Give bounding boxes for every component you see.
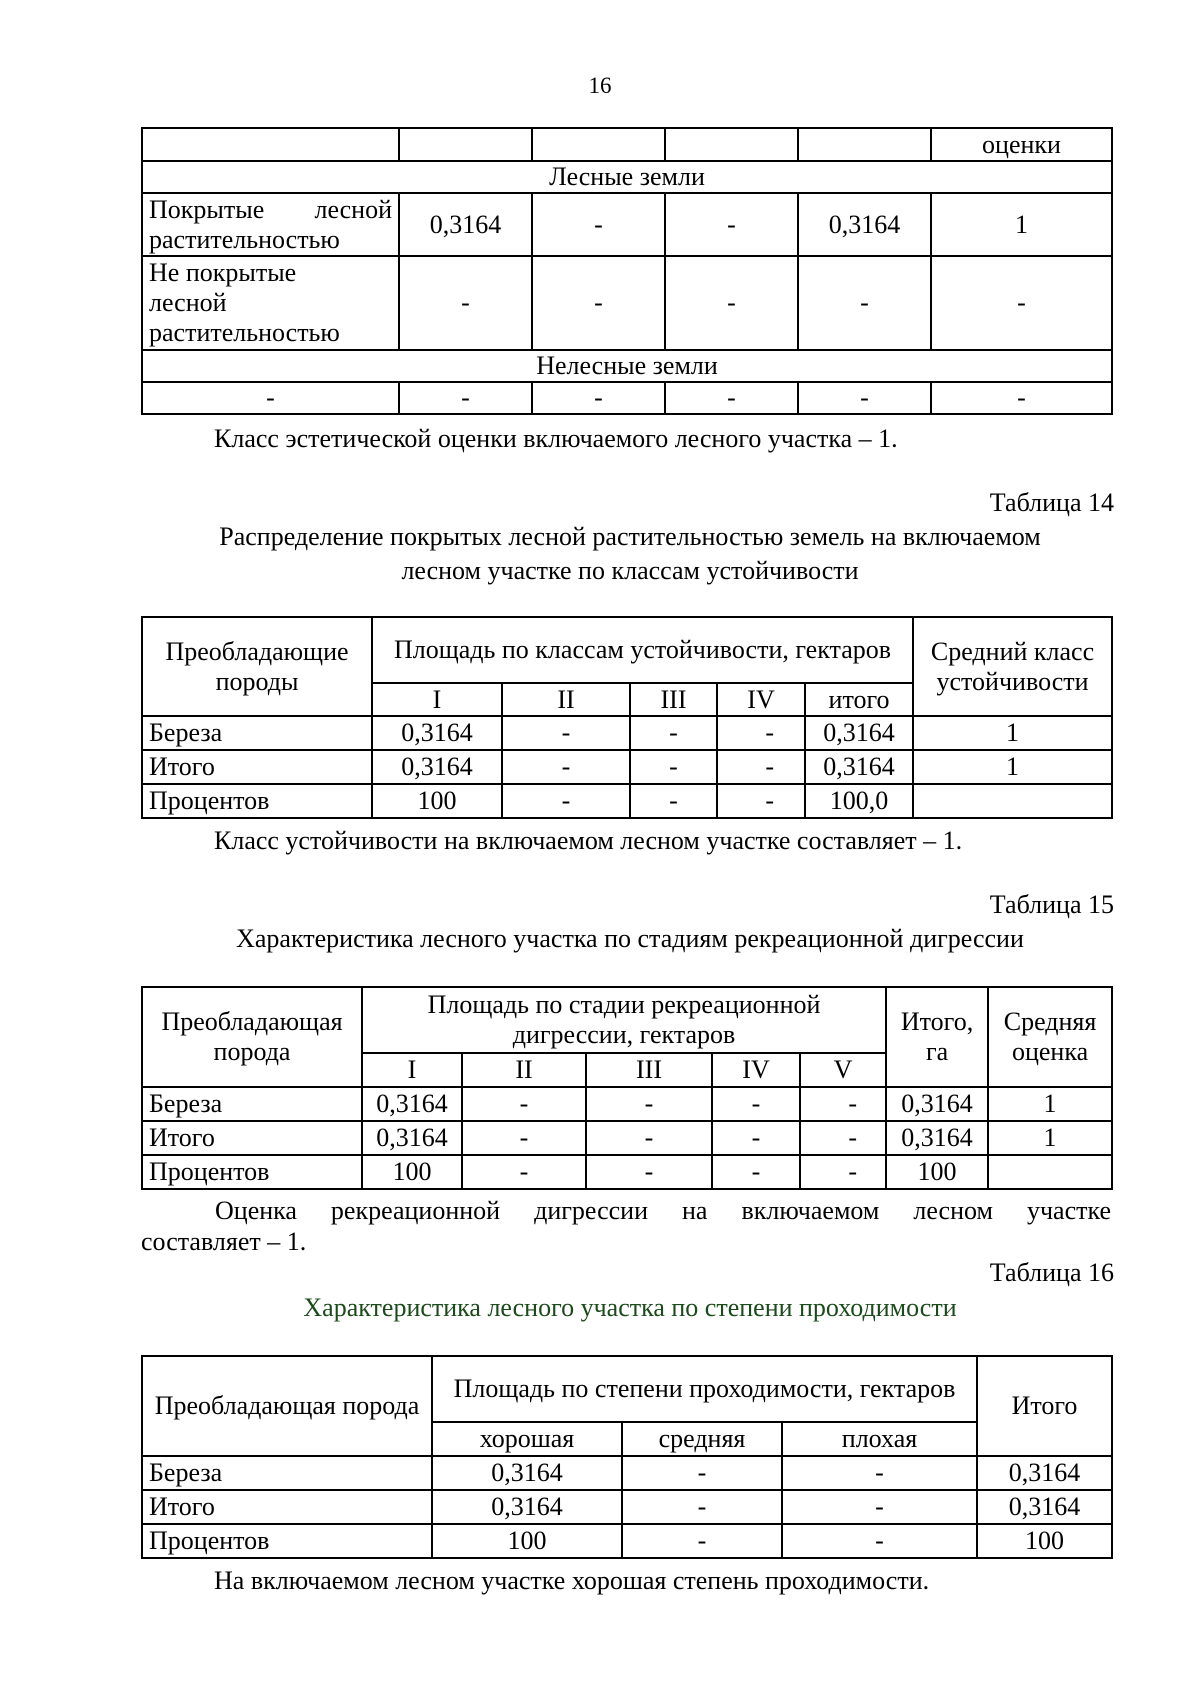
- row-label: Процентов: [142, 1155, 362, 1189]
- subheader-cell: I: [372, 683, 502, 716]
- table-cell: -: [800, 1087, 886, 1121]
- table-cell: -: [622, 1490, 782, 1524]
- table14-title-line2: лесном участке по классам устойчивости: [401, 555, 859, 585]
- table-cell: -: [399, 382, 532, 414]
- table-cell: -: [800, 1121, 886, 1155]
- subheader-cell: I: [362, 1053, 462, 1087]
- table-cell: 0,3164: [372, 750, 502, 784]
- table-cell: 0,3164: [798, 193, 931, 256]
- table-cell: -: [782, 1524, 977, 1558]
- row-label: Покрытые лесной растительностью: [142, 193, 399, 256]
- table-cell: 1: [988, 1087, 1112, 1121]
- table-cell: 100: [886, 1155, 988, 1189]
- stability-table: [141, 616, 1113, 819]
- header-row: [142, 617, 1112, 683]
- table-row: [142, 256, 1112, 350]
- table-cell: -: [712, 1087, 800, 1121]
- subheader-cell: III: [630, 683, 717, 716]
- table-cell: -: [586, 1155, 712, 1189]
- table-cell: -: [399, 256, 532, 350]
- table-cell: 100: [977, 1524, 1112, 1558]
- table-cell: 0,3164: [362, 1121, 462, 1155]
- table-cell: -: [712, 1155, 800, 1189]
- digression-table: [141, 986, 1113, 1190]
- table-cell: 0,3164: [372, 716, 502, 750]
- table-cell: 1: [913, 716, 1112, 750]
- table13-note: Класс эстетической оценки включаемого лесного участка – 1.: [214, 424, 898, 453]
- table15-note: [141, 1196, 1111, 1257]
- table-cell: -: [532, 193, 665, 256]
- table15-number: Таблица 15: [989, 890, 1114, 919]
- table-row: [142, 1155, 1112, 1189]
- table-cell: 0,3164: [805, 750, 913, 784]
- table-cell: -: [622, 1456, 782, 1490]
- table-cell: -: [798, 382, 931, 414]
- table-cell: -: [532, 256, 665, 350]
- table-cell: 100: [362, 1155, 462, 1189]
- subheader-cell: итого: [805, 683, 913, 716]
- section-row: [142, 161, 1112, 193]
- table16-title: Характеристика лесного участка по степени проходимости: [303, 1293, 957, 1322]
- table-cell: 0,3164: [977, 1490, 1112, 1524]
- table-cell: -: [142, 382, 399, 414]
- table-cell: 0,3164: [805, 716, 913, 750]
- table-cell: -: [462, 1087, 586, 1121]
- table-cell: -: [502, 784, 630, 818]
- table-row: [142, 750, 1112, 784]
- table14-title-line1: Распределение покрытых лесной растительностью земель на включаемом: [219, 522, 1041, 551]
- header-area: Площадь по классам устойчивости, гектаров: [372, 617, 913, 683]
- row-label: Процентов: [142, 1524, 432, 1558]
- table-cell: -: [931, 256, 1112, 350]
- header-avg: Средний класс устойчивости: [913, 617, 1112, 716]
- table-cell: 100: [372, 784, 502, 818]
- table-cell: 0,3164: [432, 1456, 622, 1490]
- table-cell: 0,3164: [432, 1490, 622, 1524]
- row-label: Береза: [142, 1456, 432, 1490]
- table15-note-line1: Оценка рекреационной дигрессии на включаемом лесном участке: [215, 1196, 1111, 1225]
- row-label: Береза: [142, 1087, 362, 1121]
- table-cell: 100: [432, 1524, 622, 1558]
- row-label: Итого: [142, 1121, 362, 1155]
- subheader-cell: хорошая: [432, 1422, 622, 1456]
- header-total: Итого: [977, 1356, 1112, 1456]
- table-cell: -: [502, 750, 630, 784]
- table-cell: -: [665, 256, 798, 350]
- row-label: [142, 256, 399, 350]
- subheader-cell: IV: [717, 683, 805, 716]
- table14-note: Класс устойчивости на включаемом лесном участке составляет – 1.: [214, 826, 963, 855]
- table-cell: -: [782, 1456, 977, 1490]
- table-row: [142, 193, 1112, 256]
- section-row: [142, 350, 1112, 382]
- aesthetic-table: [141, 127, 1113, 415]
- table-row: [142, 716, 1112, 750]
- table-cell: -: [798, 256, 931, 350]
- table-cell: -: [502, 716, 630, 750]
- table-cell: -: [630, 716, 717, 750]
- header-species: Преобладающие породы: [142, 617, 372, 716]
- table-cell: -: [630, 750, 717, 784]
- table-cell: -: [800, 1155, 886, 1189]
- table-cell: -: [462, 1121, 586, 1155]
- header-species: Преобладающая порода: [142, 987, 362, 1087]
- table-cell: 100,0: [805, 784, 913, 818]
- section-label: Нелесные земли: [142, 350, 1112, 382]
- table-cell: -: [665, 193, 798, 256]
- header-cell: оценки: [931, 128, 1112, 161]
- row-label-line: Не покрытые: [149, 258, 297, 288]
- table-row: [142, 784, 1112, 818]
- table-cell: 0,3164: [886, 1121, 988, 1155]
- table-row: [142, 1087, 1112, 1121]
- table-cell: 0,3164: [977, 1456, 1112, 1490]
- row-label: Итого: [142, 750, 372, 784]
- table-cell: 0,3164: [399, 193, 532, 256]
- table-cell: 1: [988, 1121, 1112, 1155]
- table-cell: -: [717, 716, 805, 750]
- table14-title: [140, 520, 1120, 588]
- table-row: [142, 1490, 1112, 1524]
- table-cell: -: [532, 382, 665, 414]
- table-row: [142, 1121, 1112, 1155]
- table-cell: [913, 784, 1112, 818]
- table-cell: -: [717, 784, 805, 818]
- subheader-cell: IV: [712, 1053, 800, 1087]
- table-cell: -: [782, 1490, 977, 1524]
- row-label: Итого: [142, 1490, 432, 1524]
- table-cell: -: [586, 1087, 712, 1121]
- table16-note: На включаемом лесном участке хорошая степень проходимости.: [214, 1566, 930, 1595]
- header-row: [142, 987, 1112, 1053]
- table-cell: 1: [931, 193, 1112, 256]
- subheader-cell: II: [462, 1053, 586, 1087]
- page-number: 16: [588, 73, 612, 98]
- table-cell: 0,3164: [362, 1087, 462, 1121]
- table-row: [142, 1524, 1112, 1558]
- row-label-line: растительностью: [149, 317, 340, 347]
- table-cell: -: [712, 1121, 800, 1155]
- table-row: [142, 1456, 1112, 1490]
- table-cell: -: [717, 750, 805, 784]
- table-cell: 0,3164: [886, 1087, 988, 1121]
- header-area: Площадь по степени проходимости, гектаров: [432, 1356, 977, 1422]
- header-total: Итого, га: [886, 987, 988, 1087]
- subheader-cell: V: [800, 1053, 886, 1087]
- table-cell: -: [462, 1155, 586, 1189]
- table-cell: -: [586, 1121, 712, 1155]
- row-label: Береза: [142, 716, 372, 750]
- subheader-cell: II: [502, 683, 630, 716]
- table16-number: Таблица 16: [989, 1258, 1114, 1287]
- section-label: Лесные земли: [142, 161, 1112, 193]
- subheader-cell: III: [586, 1053, 712, 1087]
- subheader-cell: плохая: [782, 1422, 977, 1456]
- table-cell: -: [931, 382, 1112, 414]
- table-row: [142, 128, 1112, 161]
- table-cell: [988, 1155, 1112, 1189]
- header-area: Площадь по стадии рекреационной дигрессии, гектаров: [362, 987, 886, 1053]
- table-cell: -: [622, 1524, 782, 1558]
- table-cell: -: [630, 784, 717, 818]
- table-row: [142, 382, 1112, 414]
- table15-title: Характеристика лесного участка по стадиям рекреационной дигрессии: [236, 924, 1024, 953]
- row-label: Процентов: [142, 784, 372, 818]
- row-label-line: лесной: [149, 288, 227, 318]
- header-species: Преобладающая порода: [142, 1356, 432, 1456]
- subheader-cell: средняя: [622, 1422, 782, 1456]
- passability-table: [141, 1355, 1113, 1559]
- table-cell: -: [665, 382, 798, 414]
- header-avg: Средняя оценка: [988, 987, 1112, 1087]
- header-row: [142, 1356, 1112, 1422]
- table15-note-line2: составляет – 1.: [141, 1226, 307, 1256]
- table-cell: 1: [913, 750, 1112, 784]
- table14-number: Таблица 14: [989, 488, 1114, 517]
